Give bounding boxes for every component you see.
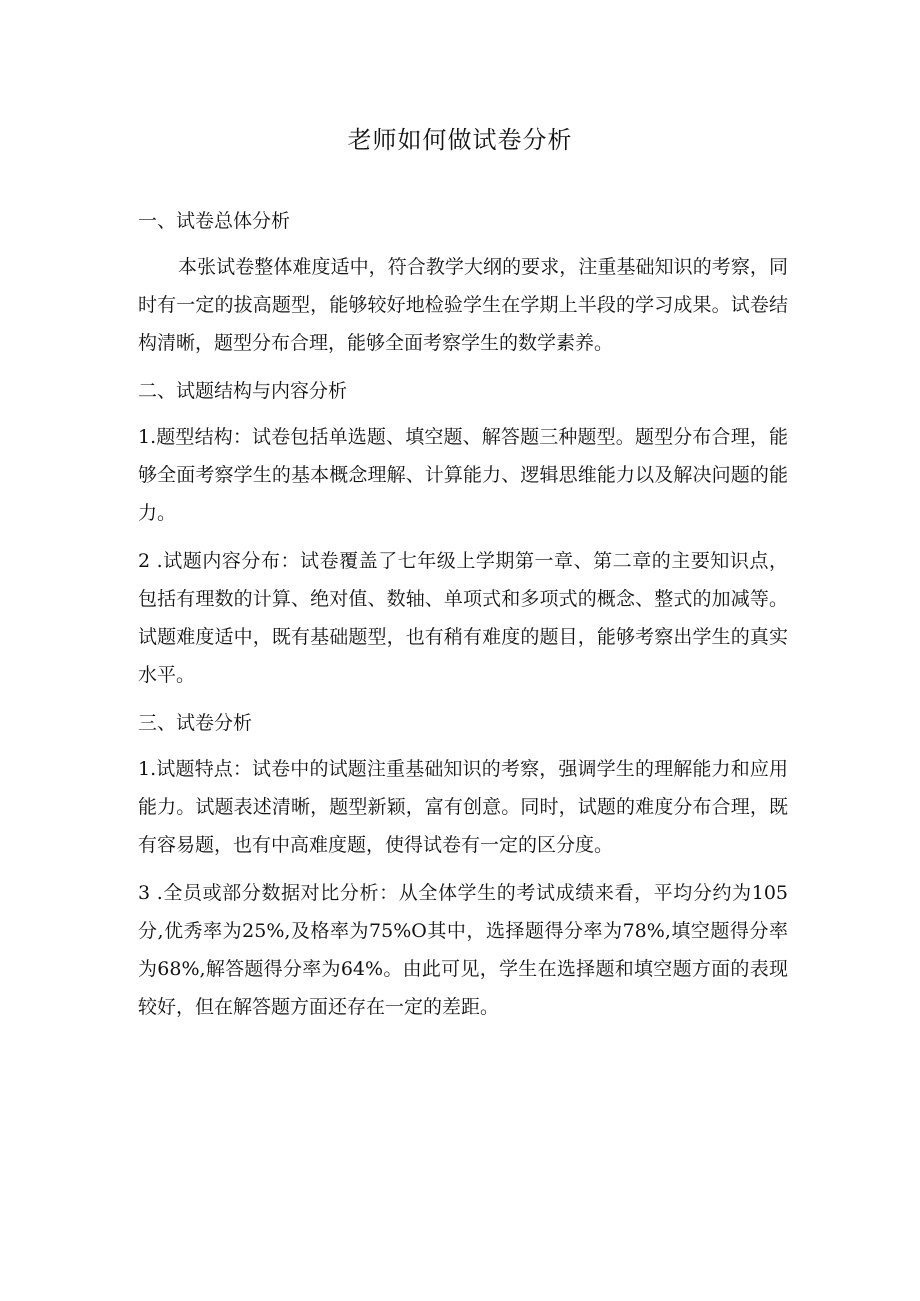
paragraph-data-comparison: 3 .全员或部分数据对比分析：从全体学生的考试成绩来看，平均分约为105分,优秀率为25%,及格率为75%O其中，选择题得分率为78%,填空题得分率为68%,解答题得分率为64%。由此可见，学生在选择题和填空题方面的表现较好，但在解答题方面还存在一定的差距。 — [138, 882, 788, 1018]
document-title: 老师如何做试卷分析 — [347, 126, 573, 154]
section-heading-structure: 二、试题结构与内容分析 — [138, 380, 348, 402]
document-body — [138, 202, 788, 1036]
section-heading-analysis: 三、试卷分析 — [138, 712, 253, 734]
paragraph-overall-summary: 本张试卷整体难度适中，符合教学大纲的要求，注重基础知识的考察，同时有一定的拔高题型，能够较好地检验学生在学期上半段的学习成果。试卷结构清晰，题型分布合理，能够全面考察学生的数学素养。 — [138, 256, 788, 354]
paragraph-question-features: 1.试题特点：试卷中的试题注重基础知识的考察，强调学生的理解能力和应用能力。试题表述清晰，题型新颖，富有创意。同时，试题的难度分布合理，既有容易题，也有中高难度题，使得试卷有一定的区分度。 — [138, 758, 788, 856]
section-heading-overall: 一、试卷总体分析 — [138, 210, 291, 232]
paragraph-content-distribution: 2 .试题内容分布：试卷覆盖了七年级上学期第一章、第二章的主要知识点，包括有理数的计算、绝对值、数轴、单项式和多项式的概念、整式的加减等。试题难度适中，既有基础题型，也有稍有难度的题目，能够考察出学生的真实水平。 — [138, 550, 788, 686]
paragraph-question-types: 1.题型结构：试卷包括单选题、填空题、解答题三种题型。题型分布合理，能够全面考察学生的基本概念理解、计算能力、逻辑思维能力以及解决问题的能力。 — [138, 426, 788, 524]
